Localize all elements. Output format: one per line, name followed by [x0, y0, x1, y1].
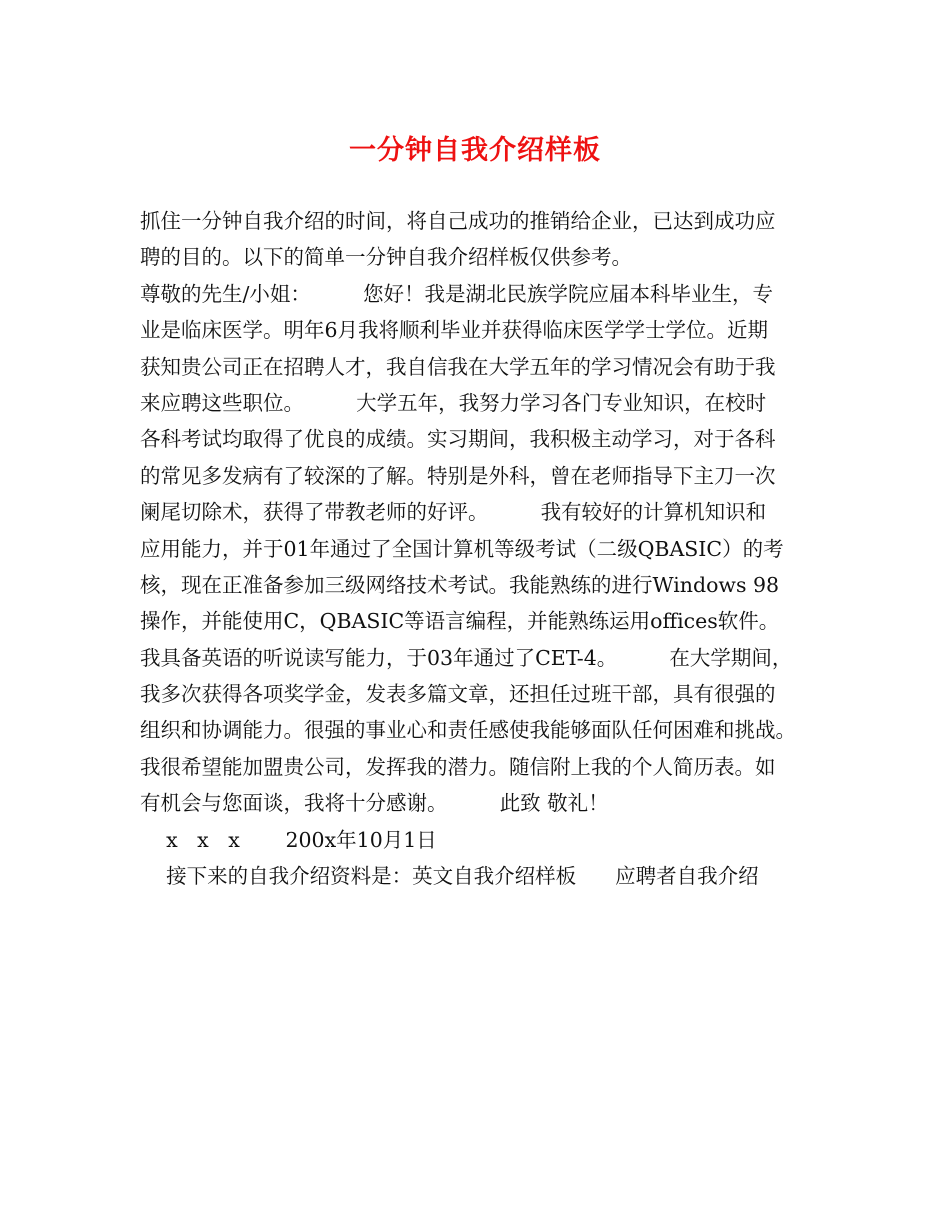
body-line: 我很希望能加盟贵公司，发挥我的潜力。随信附上我的个人简历表。如 — [140, 754, 776, 779]
body-line: 组织和协调能力。很强的事业心和责任感使我能够面队任何困难和挑战。 — [140, 718, 796, 743]
body-line: 来应聘这些职位。 大学五年，我努力学习各门专业知识，在校时 — [140, 390, 767, 415]
signature-date-line: x x x 200x年10月1日 — [140, 827, 437, 852]
body-line: 获知贵公司正在招聘人才，我自信我在大学五年的学习情况会有助于我 — [140, 354, 776, 379]
body-line: 有机会与您面谈，我将十分感谢。 此致 敬礼！ — [140, 791, 609, 816]
document-body — [140, 203, 830, 894]
body-line: 阑尾切除术，获得了带教老师的好评。 我有较好的计算机知识和 — [140, 500, 767, 525]
related-links-line: 接下来的自我介绍资料是：英文自我介绍样板 应聘者自我介绍 — [140, 864, 759, 889]
body-line: 抓住一分钟自我介绍的时间，将自己成功的推销给企业，已达到成功应 — [140, 209, 776, 233]
body-line: 聘的目的。以下的简单一分钟自我介绍样板仅供参考。 — [140, 245, 632, 270]
document-title: 一分钟自我介绍样板 — [349, 135, 601, 166]
body-line: 尊敬的先生/小姐： 您好！我是湖北民族学院应届本科毕业生，专 — [140, 281, 774, 306]
body-line: 我具备英语的听说读写能力，于03年通过了CET-4。 在大学期间， — [140, 645, 793, 670]
body-line: 应用能力，并于01年通过了全国计算机等级考试（二级QBASIC）的考 — [140, 536, 784, 561]
body-line: 操作，并能使用C，QBASIC等语言编程，并能熟练运用offices软件。 — [140, 609, 780, 634]
body-line: 核，现在正准备参加三级网络技术考试。我能熟练的进行Windows 98 — [140, 572, 780, 597]
body-line: 业是临床医学。明年6月我将顺利毕业并获得临床医学学士学位。近期 — [140, 318, 769, 343]
body-line: 各科考试均取得了优良的成绩。实习期间，我积极主动学习，对于各科 — [140, 427, 776, 452]
body-line: 我多次获得各项奖学金，发表多篇文章，还担任过班干部，具有很强的 — [140, 682, 776, 707]
body-line: 的常见多发病有了较深的了解。特别是外科，曾在老师指导下主刀一次 — [140, 463, 776, 488]
